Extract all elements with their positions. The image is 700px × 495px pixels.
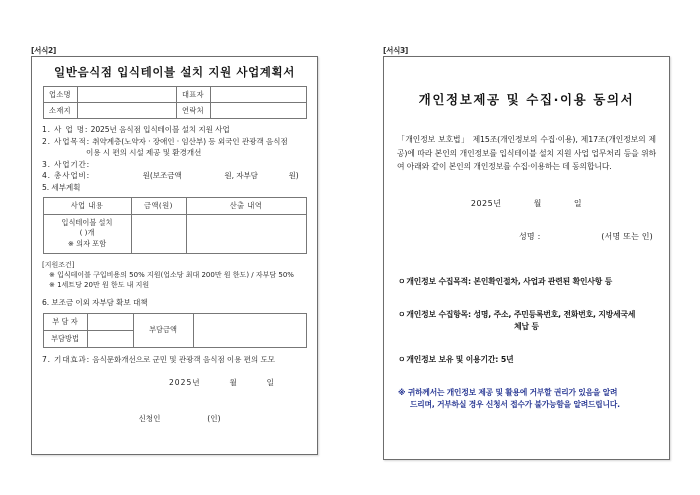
seal-mark: (인) xyxy=(207,414,221,424)
cell-detail-calculation[interactable] xyxy=(186,214,306,253)
notice-line-1: 귀하께서는 개인정보 제공 및 활용에 거부할 권리가 있음을 알려 xyxy=(407,387,618,397)
table-row xyxy=(43,87,306,103)
item-2 xyxy=(42,136,308,148)
consent-day: 일 xyxy=(573,198,583,208)
consent-bullet-list xyxy=(398,276,655,366)
bullet-items xyxy=(398,309,655,333)
notice-marker: ※ xyxy=(398,387,406,397)
condition-item-1: ※ 입식테이블 구입비용의 50% 지원(업소당 최대 200만 원 한도) / 자부담 50% xyxy=(49,270,294,279)
condition-item-2: ※ 1세트당 20만 원 한도 내 지원 xyxy=(49,280,150,289)
cell-detail-amount[interactable] xyxy=(131,214,186,253)
item-1-label: 1. 사 업 명: xyxy=(42,125,89,134)
bullet-items-text-line2: 체납 등 xyxy=(514,321,539,331)
col-header-calculation: 산출 내역 xyxy=(186,197,306,214)
detail-plan-table xyxy=(43,197,307,254)
bullet-marker: ㅇ xyxy=(398,309,406,319)
notice-line-2: 드리며, 거부하실 경우 신청서 접수가 불가능함을 알려드립니다. xyxy=(410,400,620,410)
detail-line-1: 입식테이블 설치 xyxy=(61,217,113,227)
field-address[interactable] xyxy=(77,103,176,119)
business-plan-form xyxy=(31,56,318,455)
item-4 xyxy=(42,170,308,182)
detail-line-2: ( )개 xyxy=(79,228,95,238)
bullet-purpose-text: 개인정보 수집목적: 본인확인절차, 사업과 관련된 확인사항 등 xyxy=(406,276,613,286)
field-burden-amount[interactable] xyxy=(193,313,306,347)
item-7-block xyxy=(32,354,317,366)
label-payment-method: 부담방법 xyxy=(43,330,87,347)
date-year: 2025년 xyxy=(168,378,201,388)
item-6-block xyxy=(32,297,317,309)
col-header-amount: 금액(원) xyxy=(131,197,186,214)
field-contact[interactable] xyxy=(210,103,306,119)
label-contact: 연락처 xyxy=(176,103,210,119)
bullet-retention xyxy=(398,354,655,366)
item-3 xyxy=(42,159,308,171)
applicant-label: 신청인 xyxy=(138,414,161,424)
form-tag-right: [서식3] xyxy=(383,46,409,55)
field-business-name[interactable] xyxy=(77,87,176,103)
item-7 xyxy=(42,354,308,366)
bullet-marker: ㅇ xyxy=(398,354,406,364)
page-title-right: 개인정보제공 및 수집·이용 동의서 xyxy=(418,92,635,107)
support-conditions xyxy=(32,260,317,290)
col-header-content: 사업 내용 xyxy=(43,197,131,214)
document-page-right xyxy=(350,0,700,495)
bullet-items-text: 개인정보 수집항목: 성명, 주소, 주민등록번호, 전화번호, 지방세국세 xyxy=(406,309,636,319)
consent-intro-paragraph: 「개인정보 보호법」 제15조(개인정보의 수집·이용), 제17조(개인정보의 제공)에 따라 본인의 개인정보를 입식테이블 설치 지원 사업 업무처리 등을 위하여 아래와 같이 본인의 개인정보를 수집·이용하는 데 동의합니다. xyxy=(397,135,656,171)
table-row xyxy=(43,103,306,119)
item-4-label: 4. 총사업비: xyxy=(42,171,90,181)
detail-line-3: ※ 의자 포함 xyxy=(67,238,107,248)
refusal-rights-notice xyxy=(398,387,655,412)
consent-month: 월 xyxy=(533,198,542,208)
conditions-title: [지원조건] xyxy=(42,260,75,269)
label-representative: 대표자 xyxy=(176,87,210,103)
table-row xyxy=(43,313,306,330)
cell-detail-content xyxy=(43,214,131,253)
label-payer: 부 담 자 xyxy=(43,313,87,330)
item-3-label: 3. 사업기간: xyxy=(42,159,90,169)
table-header-row xyxy=(43,197,306,214)
consent-year: 2025년 xyxy=(470,198,502,208)
item-6-label: 6. 보조금 이외 자부담 확보 대책 xyxy=(42,297,148,307)
item-2-value-line2: 이용 시 편의 시설 제공 및 환경개선 xyxy=(86,148,202,158)
signature-note: (서명 또는 인) xyxy=(601,231,653,241)
item-1-value: 2025년 음식점 입식테이블 설치 지원 사업 xyxy=(90,125,230,134)
label-address: 소재지 xyxy=(43,103,77,119)
field-representative[interactable] xyxy=(210,87,306,103)
bullet-purpose xyxy=(398,276,655,288)
field-payment-method[interactable] xyxy=(87,330,133,347)
privacy-consent-form xyxy=(383,56,670,460)
bullet-marker: ㅇ xyxy=(398,276,406,286)
item-7-label: 7. 기대효과: xyxy=(42,354,90,364)
applicant-signature-row xyxy=(32,413,317,424)
item-7-value: 음식문화개선으로 군민 및 관광객 음식점 이용 편의 도모 xyxy=(92,354,275,364)
item-4-value3: 원) xyxy=(288,171,299,181)
item-2-label: 2. 사업목적: xyxy=(42,136,90,146)
table-row xyxy=(43,214,306,253)
label-business-name: 업소명 xyxy=(43,87,77,103)
burden-table xyxy=(43,313,307,348)
form-tag-left: [서식2] xyxy=(31,46,57,55)
date-day: 일 xyxy=(266,378,275,388)
date-month: 월 xyxy=(229,378,238,388)
name-label[interactable]: 성명 : xyxy=(518,231,541,241)
consent-name-row xyxy=(384,231,653,242)
bullet-retention-text: 개인정보 보유 및 이용기간: 5년 xyxy=(406,354,514,364)
consent-date-row xyxy=(384,198,669,209)
field-payer[interactable] xyxy=(87,313,133,330)
label-burden-amount: 부담금액 xyxy=(133,313,193,347)
date-line-left xyxy=(32,377,317,388)
item-4-value2: 원, 자부담 xyxy=(224,171,258,181)
applicant-info-table xyxy=(43,86,307,119)
item-5-label: 5. 세부계획 xyxy=(42,182,81,192)
plan-items xyxy=(32,124,317,194)
item-2-value-line1: 취약계층(노약자 · 장애인 · 임산부) 등 외국인 관광객 음식점 xyxy=(92,136,288,146)
page-title-left: 일반음식점 입식테이블 설치 지원 사업계획서 xyxy=(54,65,295,79)
item-1 xyxy=(42,124,308,136)
item-4-value: 원(보조금액 xyxy=(142,171,182,181)
